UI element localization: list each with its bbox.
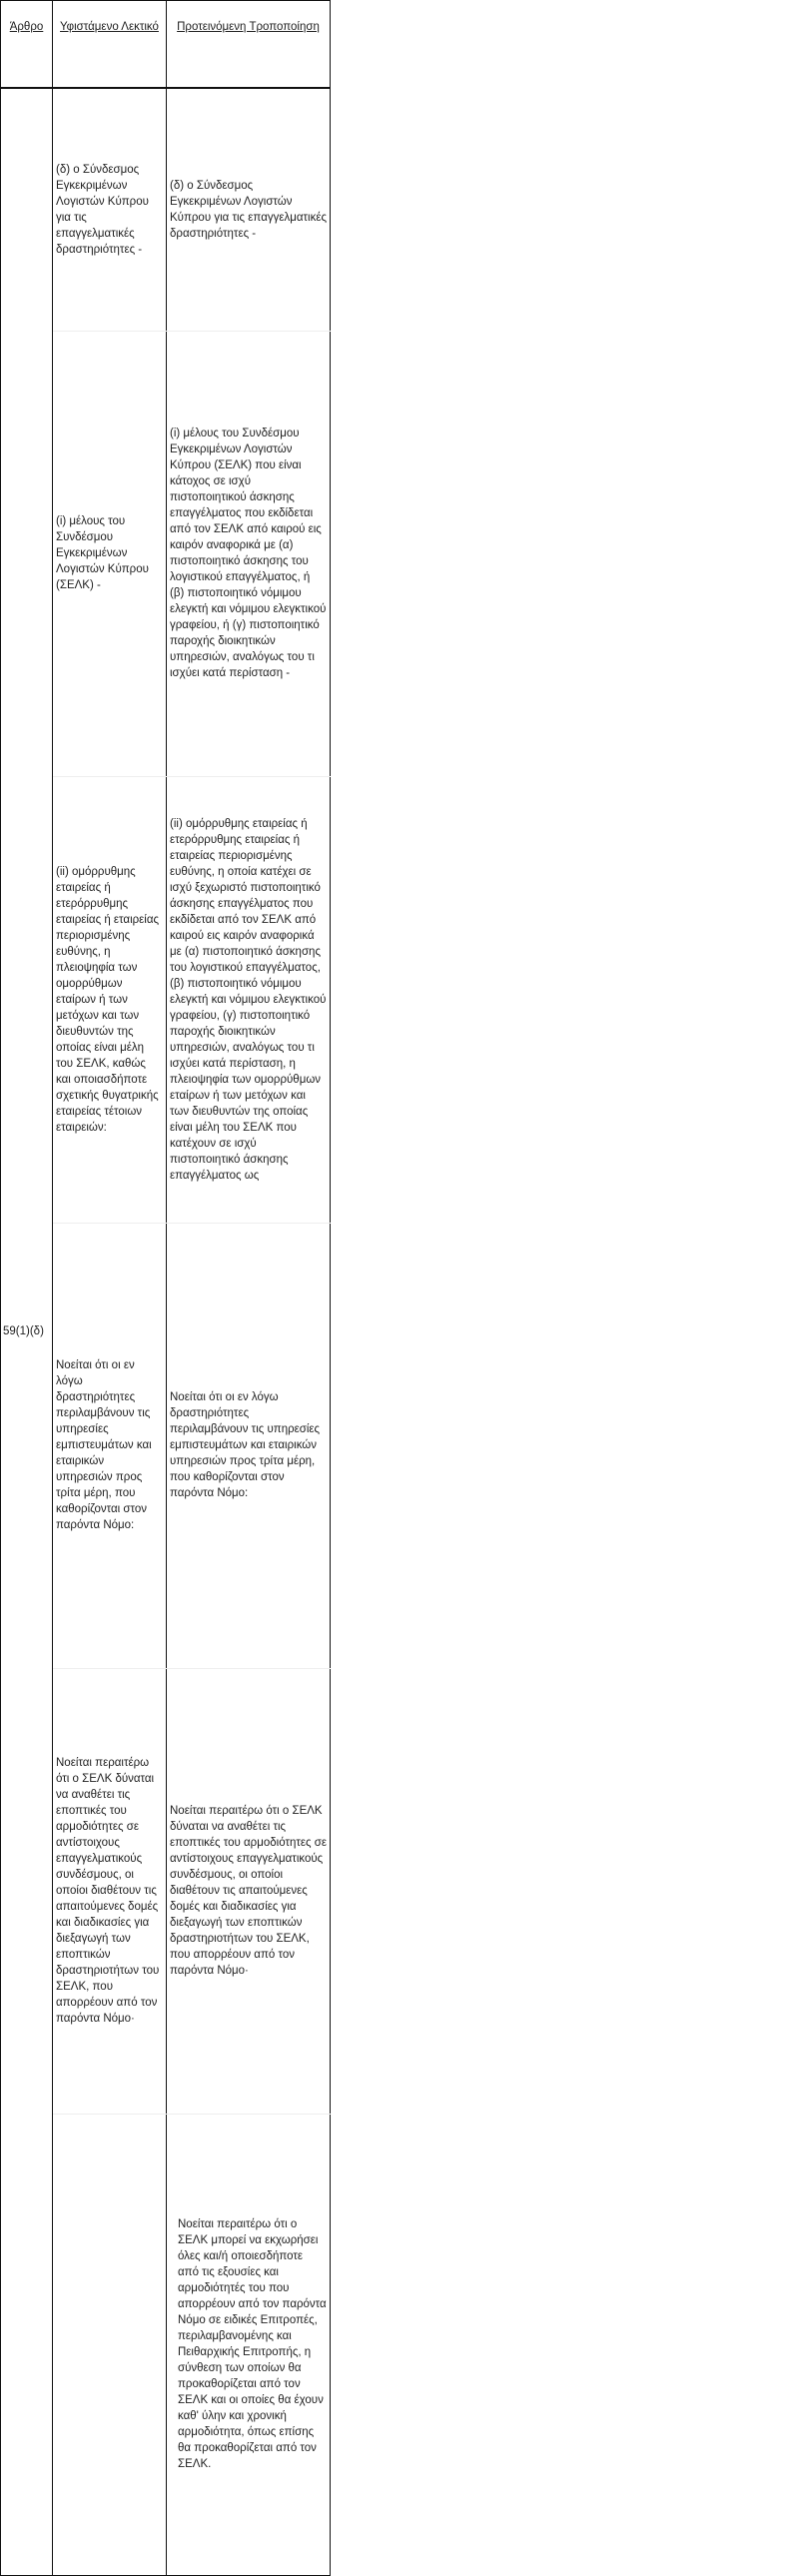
header-proposed-amendment: Προτεινόμενη Τροποποίηση (167, 1, 331, 89)
header-article: Άρθρο (1, 1, 53, 89)
proposed-text: (δ) ο Σύνδεσμος Εγκεκριμένων Λογιστών Κύπρου για τις επαγγελματικές δραστηριότητες - (170, 179, 328, 240)
current-text-cell (53, 88, 167, 331)
current-text-cell (53, 1668, 167, 2114)
current-text-cell (53, 2114, 167, 2575)
proposed-text: Νοείται ότι οι εν λόγω δραστηριότητες περιλαμβάνουν τις υπηρεσίες εμπιστευμάτων και εταιρικών υπηρεσιών προς τρίτα μέρη, που καθορίζονται στον παρόντα Νόμο: (170, 1391, 321, 1499)
current-text-cell (53, 1223, 167, 1668)
table-header-row (1, 1, 331, 89)
proposed-text: (ii) ομόρρυθμης εταιρείας ή ετερόρρυθμης εταιρείας ή εταιρείας περιορισμένης ευθύνης, η οποία κατέχει σε ισχύ ξεχωριστό πιστοποιητικό άσκησης επαγγέλματος που εκδίδεται από τον ΣΕΛΚ από καιρού εις καιρόν αναφορικά με (α) πιστοποιητικό άσκησης του λογιστικού επαγγέλματος, (β) πιστοποιητικό νόμιμου ελεγκτή και νόμιμου ελεγκτικού γραφείου, (γ) πιστοποιητικό παροχής διοικητικών υπηρεσιών, αναλόγως του τι ισχύει κατά περίσταση, η πλειοψηφία των ομορρύθμων εταίρων ή των μετόχων και των διευθυντών της οποίας είναι μέλη του ΣΕΛΚ που κατέχουν σε ισχύ πιστοποιητικό άσκησης επαγγέλματος ως (170, 817, 327, 1182)
proposed-text: Νοείται περαιτέρω ότι ο ΣΕΛΚ μπορεί να εκχωρήσει όλες και/ή οποιεσδήποτε από τις εξουσίες και αρμοδιότητές του που απορρέουν από τον παρόντα Νόμο σε ειδικές Επιτροπές, περιλαμβανομένης και Πειθαρχικής Επιτροπής, η σύνθεση των οποίων θα προκαθορίζεται από τον ΣΕΛΚ και οι οποίες θα έχουν καθ' ύλην και χρονική αρμοδιότητα, όπως επίσης θα προκαθορίζεται από τον ΣΕΛΚ. (178, 2218, 327, 2470)
header-current-text: Υφιστάμενο Λεκτικό (53, 1, 167, 89)
proposed-text: (i) μέλους του Συνδέσμου Εγκεκριμένων Λογιστών Κύπρου (ΣΕΛΚ) που είναι κάτοχος σε ισχύ πιστοποιητικού άσκησης επαγγέλματος που εκδίδεται από τον ΣΕΛΚ από καιρού εις καιρόν αναφορικά με (α) πιστοποιητικό άσκησης του λογιστικού επαγγέλματος, ή (β) πιστοποιητικό νόμιμου ελεγκτή και νόμιμου ελεγκτικού γραφείου, ή (γ) πιστοποιητικό παροχής διοικητικών υπηρεσιών, αναλόγως του τι ισχύει κατά περίσταση - (170, 428, 327, 679)
proposed-text-cell (167, 1668, 331, 2114)
proposed-text-cell (167, 331, 331, 776)
article-reference: 59(1)(δ) (1, 88, 53, 2575)
table-row (1, 88, 331, 331)
current-text-cell (53, 331, 167, 776)
proposed-text-cell (167, 1223, 331, 1668)
current-text: (δ) ο Σύνδεσμος Εγκεκριμένων Λογιστών Κύπρου για τις επαγγελματικές δραστηριότητες - (56, 163, 149, 256)
current-text: (ii) ομόρρυθμης εταιρείας ή ετερόρρυθμης εταιρείας ή εταιρείας περιορισμένης ευθύνης, η πλειοψηφία των ομορρύθμων εταίρων ή των μετόχων και των διευθυντών της οποίας είναι μέλη του ΣΕΛΚ, καθώς και οποιασδήποτε σχετικής θυγατρικής εταιρείας τέτοιων εταιρειών: (56, 865, 160, 1134)
proposed-text-cell (167, 2114, 331, 2575)
proposed-text-cell (167, 88, 331, 331)
current-text: Νοείται ότι οι εν λόγω δραστηριότητες περιλαμβάνουν τις υπηρεσίες εμπιστευμάτων και εταιρικών υπηρεσιών προς τρίτα μέρη, που καθορίζονται στον παρόντα Νόμο: (56, 1359, 152, 1531)
current-text: (i) μέλους του Συνδέσμου Εγκεκριμένων Λογιστών Κύπρου (ΣΕΛΚ) - (56, 515, 149, 591)
current-text: Νοείται περαιτέρω ότι ο ΣΕΛΚ δύναται να αναθέτει τις εποπτικές του αρμοδιότητες σε αντίστοιχους επαγγελματικούς συνδέσμους, οι οποίοι διαθέτουν τις απαιτούμενες δομές και διαδικασίες για διεξαγωγή των εποπτικών δραστηριοτήτων του ΣΕΛΚ, που απορρέουν από τον παρόντα Νόμο· (56, 1757, 160, 2025)
current-text-cell (53, 776, 167, 1223)
proposed-text-cell (167, 776, 331, 1223)
proposed-text: Νοείται περαιτέρω ότι ο ΣΕΛΚ δύναται να αναθέτει τις εποπτικές του αρμοδιότητες σε αντίστοιχους επαγγελματικούς συνδέσμους, οι οποίοι διαθέτουν τις απαιτούμενες δομές και διαδικασίες για διεξαγωγή των εποπτικών δραστηριοτήτων του ΣΕΛΚ, που απορρέουν από τον παρόντα Νόμο· (170, 1805, 328, 1977)
comparison-table (0, 0, 331, 2576)
